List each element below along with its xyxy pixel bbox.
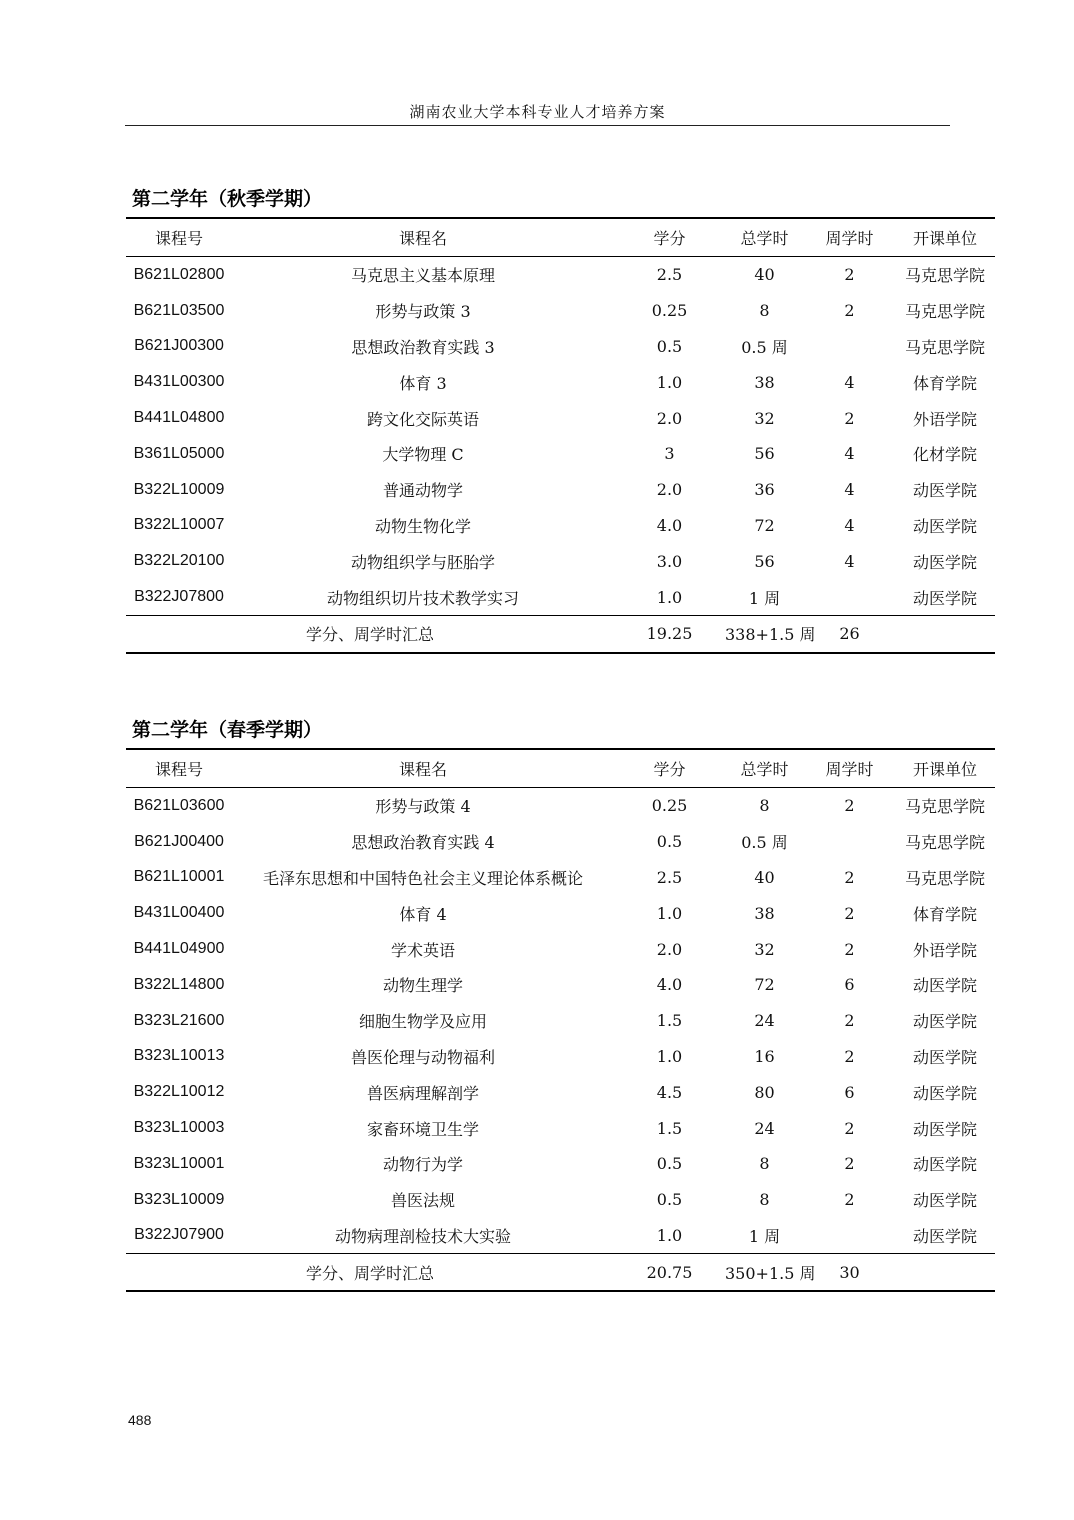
cell-hours: 8 bbox=[759, 301, 770, 321]
cell-credit: 3 bbox=[664, 444, 675, 464]
table-row bbox=[126, 1110, 995, 1146]
col-header-dept: 开课单位 bbox=[895, 749, 995, 788]
cell-name: 动物生理学 bbox=[382, 976, 463, 996]
cell-dept: 动医学院 bbox=[912, 588, 977, 608]
section-title-spring: 第二学年（春季学期） bbox=[132, 719, 323, 741]
cell-dept: 动医学院 bbox=[912, 1155, 977, 1175]
section-title-autumn: 第二学年（秋季学期） bbox=[132, 188, 323, 210]
cell-hours: 72 bbox=[754, 515, 775, 535]
cell-weekly: 2 bbox=[844, 1011, 855, 1031]
cell-hours: 32 bbox=[754, 408, 775, 428]
cell-name: 动物生物化学 bbox=[374, 516, 471, 536]
cell-hours: 40 bbox=[754, 867, 775, 887]
cell-credit: 2.5 bbox=[656, 867, 683, 887]
cell-code: B621J00300 bbox=[134, 337, 224, 355]
cell-hours: 38 bbox=[754, 372, 775, 392]
table-row bbox=[126, 329, 995, 365]
cell-credit: 0.5 bbox=[656, 336, 683, 356]
table-header bbox=[126, 749, 995, 788]
cell-dept: 动医学院 bbox=[912, 1191, 977, 1211]
cell-weekly: 2 bbox=[844, 265, 855, 285]
cell-weekly: 2 bbox=[844, 796, 855, 816]
cell-dept: 体育学院 bbox=[912, 373, 977, 393]
table-row bbox=[126, 931, 995, 967]
cell-credit: 2.0 bbox=[656, 408, 683, 428]
table-row bbox=[126, 1039, 995, 1075]
cell-dept: 动医学院 bbox=[912, 1083, 977, 1103]
table-row bbox=[126, 508, 995, 544]
col-header-credit: 学分 bbox=[614, 749, 725, 788]
cell-dept: 马克思学院 bbox=[904, 266, 985, 286]
course-table-autumn bbox=[126, 217, 995, 654]
cell-hours: 32 bbox=[754, 939, 775, 959]
col-header-code: 课程号 bbox=[126, 218, 232, 257]
col-header-weekly: 周学时 bbox=[804, 749, 895, 788]
cell-credit: 0.5 bbox=[656, 832, 683, 852]
total-credit: 20.75 bbox=[614, 1254, 725, 1291]
cell-name: 形势与政策 3 bbox=[375, 302, 471, 322]
cell-hours: 80 bbox=[754, 1082, 775, 1102]
cell-hours: 1 周 bbox=[748, 1226, 781, 1246]
cell-name: 毛泽东思想和中国特色社会主义理论体系概论 bbox=[262, 868, 583, 888]
cell-hours: 24 bbox=[754, 1118, 775, 1138]
cell-hours: 56 bbox=[754, 551, 775, 571]
cell-weekly: 4 bbox=[844, 372, 855, 392]
cell-name: 动物组织切片技术教学实习 bbox=[326, 588, 519, 608]
cell-hours: 1 周 bbox=[748, 588, 781, 608]
table-row bbox=[126, 895, 995, 931]
table-row bbox=[126, 257, 995, 293]
cell-code: B441L04900 bbox=[133, 940, 225, 958]
cell-name: 马克思主义基本原理 bbox=[350, 266, 495, 286]
cell-hours: 56 bbox=[754, 444, 775, 464]
cell-hours: 16 bbox=[754, 1046, 775, 1066]
cell-credit: 0.25 bbox=[651, 301, 688, 321]
cell-dept: 化材学院 bbox=[912, 445, 977, 465]
cell-hours: 72 bbox=[754, 975, 775, 995]
cell-name: 兽医病理解剖学 bbox=[366, 1083, 479, 1103]
cell-hours: 0.5 周 bbox=[741, 337, 788, 357]
table-header bbox=[126, 218, 995, 257]
cell-credit: 2.5 bbox=[656, 265, 683, 285]
cell-credit: 0.5 bbox=[656, 1190, 683, 1210]
cell-weekly: 2 bbox=[844, 301, 855, 321]
cell-code: B621L03500 bbox=[133, 301, 225, 319]
col-header-hours: 总学时 bbox=[725, 218, 804, 257]
cell-weekly: 2 bbox=[844, 408, 855, 428]
cell-code: B322L10009 bbox=[133, 480, 225, 498]
cell-dept: 动医学院 bbox=[912, 1226, 977, 1246]
cell-weekly bbox=[804, 824, 895, 860]
cell-weekly: 2 bbox=[844, 939, 855, 959]
cell-dept: 动医学院 bbox=[912, 516, 977, 536]
cell-hours: 8 bbox=[759, 796, 770, 816]
cell-name: 动物病理剖检技术大实验 bbox=[334, 1226, 511, 1246]
cell-name: 思想政治教育实践 4 bbox=[351, 833, 495, 853]
total-weekly: 30 bbox=[804, 1254, 895, 1291]
cell-credit: 2.0 bbox=[656, 939, 683, 959]
cell-code: B322J07800 bbox=[134, 588, 224, 606]
cell-weekly bbox=[804, 579, 895, 615]
cell-code: B431L00300 bbox=[133, 373, 225, 391]
table-row bbox=[126, 436, 995, 472]
cell-dept: 外语学院 bbox=[912, 940, 977, 960]
table-row bbox=[126, 824, 995, 860]
cell-credit: 1.0 bbox=[656, 903, 683, 923]
col-header-name: 课程名 bbox=[232, 749, 614, 788]
cell-weekly: 6 bbox=[844, 1082, 855, 1102]
cell-name: 兽医伦理与动物福利 bbox=[350, 1047, 495, 1067]
cell-code: B323L10001 bbox=[133, 1154, 225, 1172]
cell-name: 动物组织学与胚胎学 bbox=[350, 552, 495, 572]
cell-hours: 8 bbox=[759, 1190, 770, 1210]
cell-code: B323L10013 bbox=[133, 1047, 225, 1065]
cell-dept: 动医学院 bbox=[912, 1047, 977, 1067]
table-row bbox=[126, 1074, 995, 1110]
cell-dept: 动医学院 bbox=[912, 552, 977, 572]
col-header-credit: 学分 bbox=[614, 218, 725, 257]
total-dept-empty bbox=[895, 1254, 995, 1291]
cell-code: B621L03600 bbox=[133, 796, 225, 814]
cell-weekly bbox=[804, 1218, 895, 1254]
cell-name: 兽医法规 bbox=[390, 1191, 455, 1211]
col-header-code: 课程号 bbox=[126, 749, 232, 788]
cell-hours: 24 bbox=[754, 1011, 775, 1031]
cell-credit: 4.0 bbox=[656, 515, 683, 535]
cell-hours: 36 bbox=[754, 480, 775, 500]
table-row bbox=[126, 1182, 995, 1218]
cell-name: 大学物理 C bbox=[382, 445, 464, 465]
cell-weekly: 2 bbox=[844, 1118, 855, 1138]
cell-dept: 体育学院 bbox=[912, 904, 977, 924]
table-row bbox=[126, 860, 995, 896]
cell-credit: 1.0 bbox=[656, 372, 683, 392]
table-row bbox=[126, 543, 995, 579]
cell-credit: 1.5 bbox=[656, 1011, 683, 1031]
page-header: 湖南农业大学本科专业人才培养方案 bbox=[125, 101, 950, 126]
total-row bbox=[126, 1254, 995, 1291]
total-row bbox=[126, 615, 995, 652]
cell-credit: 4.0 bbox=[656, 975, 683, 995]
table-body bbox=[126, 788, 995, 1292]
cell-credit: 4.5 bbox=[656, 1082, 683, 1102]
cell-code: B431L00400 bbox=[133, 904, 225, 922]
cell-dept: 马克思学院 bbox=[904, 833, 985, 853]
cell-dept: 马克思学院 bbox=[904, 337, 985, 357]
table-row bbox=[126, 967, 995, 1003]
col-header-hours: 总学时 bbox=[725, 749, 804, 788]
cell-code: B323L10003 bbox=[133, 1119, 225, 1137]
cell-dept: 动医学院 bbox=[912, 1119, 977, 1139]
cell-code: B323L10009 bbox=[133, 1190, 225, 1208]
cell-weekly: 2 bbox=[844, 1190, 855, 1210]
cell-credit: 3.0 bbox=[656, 551, 683, 571]
cell-credit: 2.0 bbox=[656, 480, 683, 500]
total-label: 学分、周学时汇总 bbox=[126, 615, 614, 652]
col-header-weekly: 周学时 bbox=[804, 218, 895, 257]
cell-hours: 38 bbox=[754, 903, 775, 923]
cell-credit: 0.25 bbox=[651, 796, 688, 816]
cell-name: 动物行为学 bbox=[382, 1155, 463, 1175]
table-row bbox=[126, 1003, 995, 1039]
total-weekly: 26 bbox=[804, 615, 895, 652]
page-number: 488 bbox=[128, 1412, 152, 1428]
cell-credit: 0.5 bbox=[656, 1154, 683, 1174]
cell-dept: 马克思学院 bbox=[904, 302, 985, 322]
cell-name: 细胞生物学及应用 bbox=[358, 1012, 487, 1032]
table-row bbox=[126, 788, 995, 824]
cell-name: 学术英语 bbox=[390, 940, 455, 960]
cell-credit: 1.5 bbox=[656, 1118, 683, 1138]
cell-dept: 动医学院 bbox=[912, 1012, 977, 1032]
cell-dept: 外语学院 bbox=[912, 409, 977, 429]
total-dept-empty bbox=[895, 615, 995, 652]
total-hours: 350+1.5 周 bbox=[725, 1254, 804, 1291]
cell-weekly: 4 bbox=[844, 444, 855, 464]
table-row bbox=[126, 1146, 995, 1182]
table-row bbox=[126, 1218, 995, 1254]
cell-credit: 1.0 bbox=[656, 1046, 683, 1066]
cell-name: 跨文化交际英语 bbox=[366, 409, 479, 429]
cell-dept: 动医学院 bbox=[912, 976, 977, 996]
total-credit: 19.25 bbox=[614, 615, 725, 652]
col-header-dept: 开课单位 bbox=[895, 218, 995, 257]
table-row bbox=[126, 293, 995, 329]
cell-weekly: 4 bbox=[844, 515, 855, 535]
cell-hours: 40 bbox=[754, 265, 775, 285]
table-row bbox=[126, 472, 995, 508]
table-body bbox=[126, 257, 995, 653]
cell-code: B322L10007 bbox=[133, 516, 225, 534]
cell-code: B322L20100 bbox=[133, 552, 225, 570]
course-table-spring bbox=[126, 748, 995, 1292]
cell-code: B361L05000 bbox=[133, 444, 225, 462]
cell-name: 家畜环境卫生学 bbox=[366, 1119, 479, 1139]
cell-dept: 马克思学院 bbox=[904, 797, 985, 817]
cell-code: B322L10012 bbox=[133, 1083, 225, 1101]
cell-weekly: 2 bbox=[844, 1046, 855, 1066]
cell-weekly: 2 bbox=[844, 903, 855, 923]
cell-credit: 1.0 bbox=[656, 587, 683, 607]
table-row bbox=[126, 400, 995, 436]
cell-weekly bbox=[804, 329, 895, 365]
cell-name: 体育 4 bbox=[399, 904, 447, 924]
cell-code: B322J07900 bbox=[134, 1226, 224, 1244]
cell-code: B323L21600 bbox=[133, 1011, 225, 1029]
cell-weekly: 2 bbox=[844, 867, 855, 887]
cell-dept: 动医学院 bbox=[912, 481, 977, 501]
total-hours: 338+1.5 周 bbox=[725, 615, 804, 652]
cell-name: 思想政治教育实践 3 bbox=[351, 337, 495, 357]
cell-code: B441L04800 bbox=[133, 409, 225, 427]
table-row bbox=[126, 364, 995, 400]
cell-hours: 8 bbox=[759, 1154, 770, 1174]
cell-dept: 马克思学院 bbox=[904, 868, 985, 888]
cell-code: B621J00400 bbox=[134, 832, 224, 850]
cell-code: B322L14800 bbox=[133, 975, 225, 993]
cell-name: 形势与政策 4 bbox=[375, 797, 471, 817]
cell-weekly: 4 bbox=[844, 551, 855, 571]
cell-weekly: 6 bbox=[844, 975, 855, 995]
cell-code: B621L02800 bbox=[133, 265, 225, 283]
cell-name: 体育 3 bbox=[399, 373, 447, 393]
cell-credit: 1.0 bbox=[656, 1225, 683, 1245]
col-header-name: 课程名 bbox=[232, 218, 614, 257]
cell-weekly: 2 bbox=[844, 1154, 855, 1174]
cell-name: 普通动物学 bbox=[382, 481, 463, 501]
cell-code: B621L10001 bbox=[133, 868, 225, 886]
table-row bbox=[126, 579, 995, 615]
total-label: 学分、周学时汇总 bbox=[126, 1254, 614, 1291]
cell-hours: 0.5 周 bbox=[741, 833, 788, 853]
cell-weekly: 4 bbox=[844, 480, 855, 500]
